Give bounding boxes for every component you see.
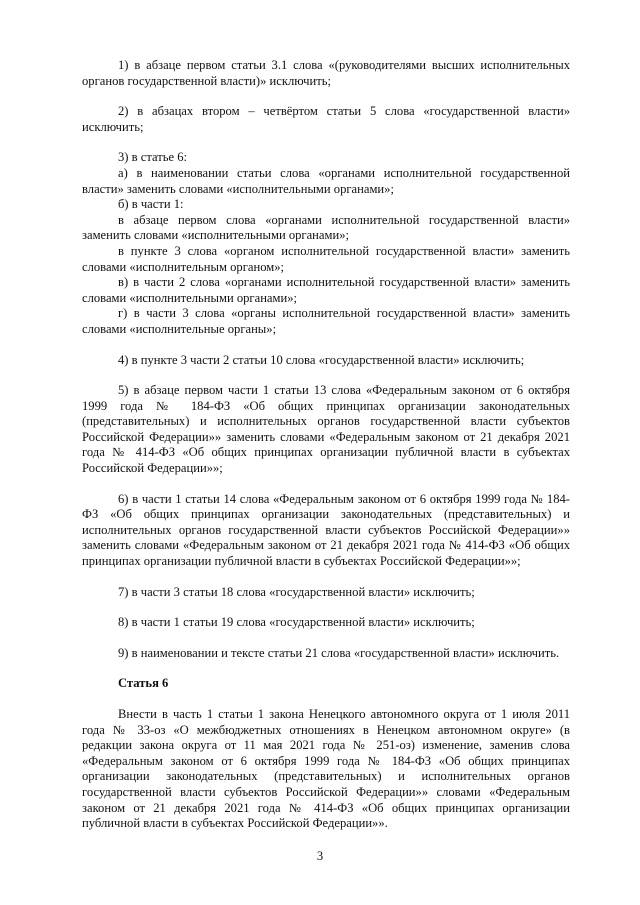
paragraph-item-3c: в) в части 2 слова «органами исполнительной государственной власти» заменить словами «исполнительными органами»; xyxy=(82,275,570,305)
paragraph-item-3-header: 3) в статье 6: xyxy=(118,150,188,165)
paragraph-item-3a: а) в наименовании статьи слова «органами исполнительной государственной власти» заменить словами «исполнительными органами»; xyxy=(82,165,570,196)
paragraph-item-6: 6) в части 1 статьи 14 слова «Федеральным законом от 6 октября 1999 года № 184-ФЗ «Об общих принципах организации законодательных (представительных) и исполнительных органов государственной власти субъектов Российской Федерации»» заменить словами «Федеральным законом от 21 декабря 2021 года № 414-ФЗ «Об общих принципах организации публичной власти в субъектах Российской Федерации»»; xyxy=(82,491,570,569)
paragraph-item-3b-2: в пункте 3 слова «органом исполнительной государственной власти» заменить словами «исполнительным органом»; xyxy=(82,243,570,274)
paragraph-item-3b-header: б) в части 1: xyxy=(118,197,184,212)
paragraph-item-3d: г) в части 3 слова «органы исполнительной государственной власти» заменить словами «исполнительные органы»; xyxy=(82,306,570,336)
paragraph-item-1: 1) в абзаце первом статьи 3.1 слова «(руководителями высших исполнительных органов государственной власти)» исключить; xyxy=(82,58,570,88)
paragraph-item-2: 2) в абзацах втором – четвёртом статьи 5 слова «государственной власти» исключить; xyxy=(82,104,570,134)
page-number: 3 xyxy=(316,849,324,863)
document-body xyxy=(82,58,570,832)
paragraph-item-8: 8) в части 1 статьи 19 слова «государственной власти» исключить; xyxy=(118,615,475,630)
paragraph-item-9: 9) в наименовании и тексте статьи 21 слова «государственной власти» исключить. xyxy=(118,645,560,660)
article-heading: Статья 6 xyxy=(118,676,169,691)
paragraph-item-5: 5) в абзаце первом части 1 статьи 13 слова «Федеральным законом от 6 октября 1999 года № 184-ФЗ «Об общих принципах организации законодательных (представительных) и исполнительных органов государственной власти субъектов Российской Федерации»» заменить словами «Федеральным законом от 21 декабря 2021 года № 414-ФЗ «Об общих принципах организации публичной власти в субъектах Российской Федерации»»; xyxy=(82,383,570,476)
paragraph-item-7: 7) в части 3 статьи 18 слова «государственной власти» исключить; xyxy=(118,584,475,599)
paragraph-item-4: 4) в пункте 3 части 2 статьи 10 слова «государственной власти» исключить; xyxy=(118,352,525,367)
paragraph-item-3b-1: в абзаце первом слова «органами исполнительной государственной власти» заменить словами «исполнительными органами»; xyxy=(82,212,570,243)
article-text: Внести в часть 1 статьи 1 закона Ненецкого автономного округа от 1 июля 2011 года № 33-оз «О межбюджетных отношениях в Ненецком автономном округе» (в редакции закона округа от 11 мая 2021 года № 251-оз) изменение, заменив слова «Федеральным законом от 6 октября 1999 года № 184-ФЗ «Об общих принципах организации законодательных (представительных) и исполнительных органов государственной власти субъектов Российской Федерации»» словами «Федеральным законом от 21 декабря 2021 года № 414-ФЗ «Об общих принципах организации публичной власти в субъектах Российской Федерации»». xyxy=(82,707,570,831)
